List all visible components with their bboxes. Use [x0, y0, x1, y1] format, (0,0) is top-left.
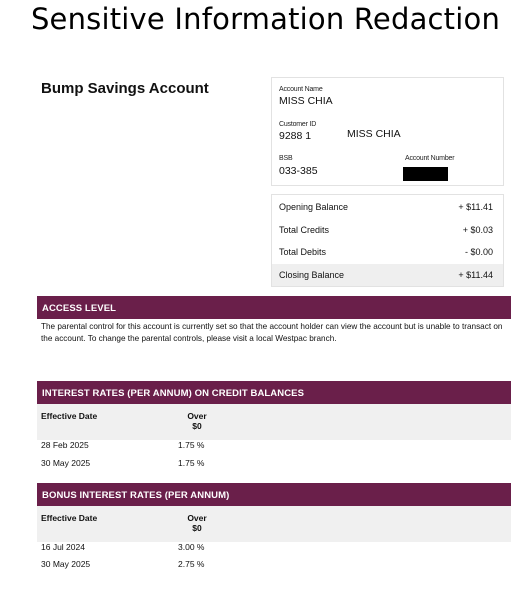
interest-row-date: 30 May 2025: [41, 458, 91, 468]
redacted-account-number: [403, 167, 448, 181]
interest-row-date: 28 Feb 2025: [41, 440, 89, 450]
balance-row-debits: [272, 241, 503, 263]
balance-label: Total Credits: [279, 225, 330, 235]
balance-value: + $11.44: [458, 270, 493, 280]
balance-value: + $11.41: [458, 202, 493, 212]
page-banner-title: Sensitive Information Redaction: [30, 2, 501, 36]
column-header-over-amount: $0: [192, 523, 202, 533]
balance-row-opening: [272, 196, 503, 218]
bonus-row-date: 16 Jul 2024: [41, 542, 85, 552]
bonus-row-rate: 2.75 %: [178, 559, 205, 569]
bsb-label: BSB: [279, 155, 293, 162]
balance-value: + $0.03: [462, 225, 493, 235]
account-info-box: [271, 77, 504, 186]
customer-id-value: 9288 1: [279, 130, 312, 142]
bsb-value: 033-385: [279, 165, 318, 177]
balance-summary-box: [271, 194, 504, 287]
account-name-value: MISS CHIA: [279, 95, 333, 107]
bonus-row-rate: 3.00 %: [178, 542, 205, 552]
column-header-over: [185, 513, 209, 533]
balance-label: Closing Balance: [279, 270, 345, 280]
balance-row-credits: [272, 219, 503, 241]
column-header-over-label: Over: [187, 513, 207, 523]
interest-row-rate: 1.75 %: [178, 458, 205, 468]
column-header-over: [185, 411, 209, 431]
interest-table-header: [37, 404, 511, 440]
access-level-text: The parental control for this account is currently set so that the account holder can view the account but is unable to transact on the account. To change the parental controls, please visit a local Westpac branch.: [41, 322, 503, 343]
account-number-label: Account Number: [405, 155, 455, 162]
account-name-label: Account Name: [279, 86, 323, 93]
column-header-effective-date: Effective Date: [41, 411, 98, 421]
interest-row-rate: 1.75 %: [178, 440, 205, 450]
column-header-over-amount: $0: [192, 421, 202, 431]
access-level-header: ACCESS LEVEL: [37, 296, 511, 319]
balance-label: Opening Balance: [279, 202, 349, 212]
balance-value: - $0.00: [464, 247, 493, 257]
customer-id-label: Customer ID: [279, 121, 317, 128]
balance-row-closing: [272, 264, 503, 286]
interest-rates-header: INTEREST RATES (PER ANNUM) ON CREDIT BALANCES: [37, 381, 511, 404]
account-title: Bump Savings Account: [41, 80, 209, 97]
balance-label: Total Debits: [279, 247, 327, 257]
column-header-effective-date: Effective Date: [41, 513, 98, 523]
column-header-over-label: Over: [187, 411, 207, 421]
bonus-rates-header: BONUS INTEREST RATES (PER ANNUM): [37, 483, 511, 506]
bonus-table-header: [37, 506, 511, 542]
bonus-row-date: 30 May 2025: [41, 559, 91, 569]
customer-name-value: MISS CHIA: [347, 128, 401, 140]
